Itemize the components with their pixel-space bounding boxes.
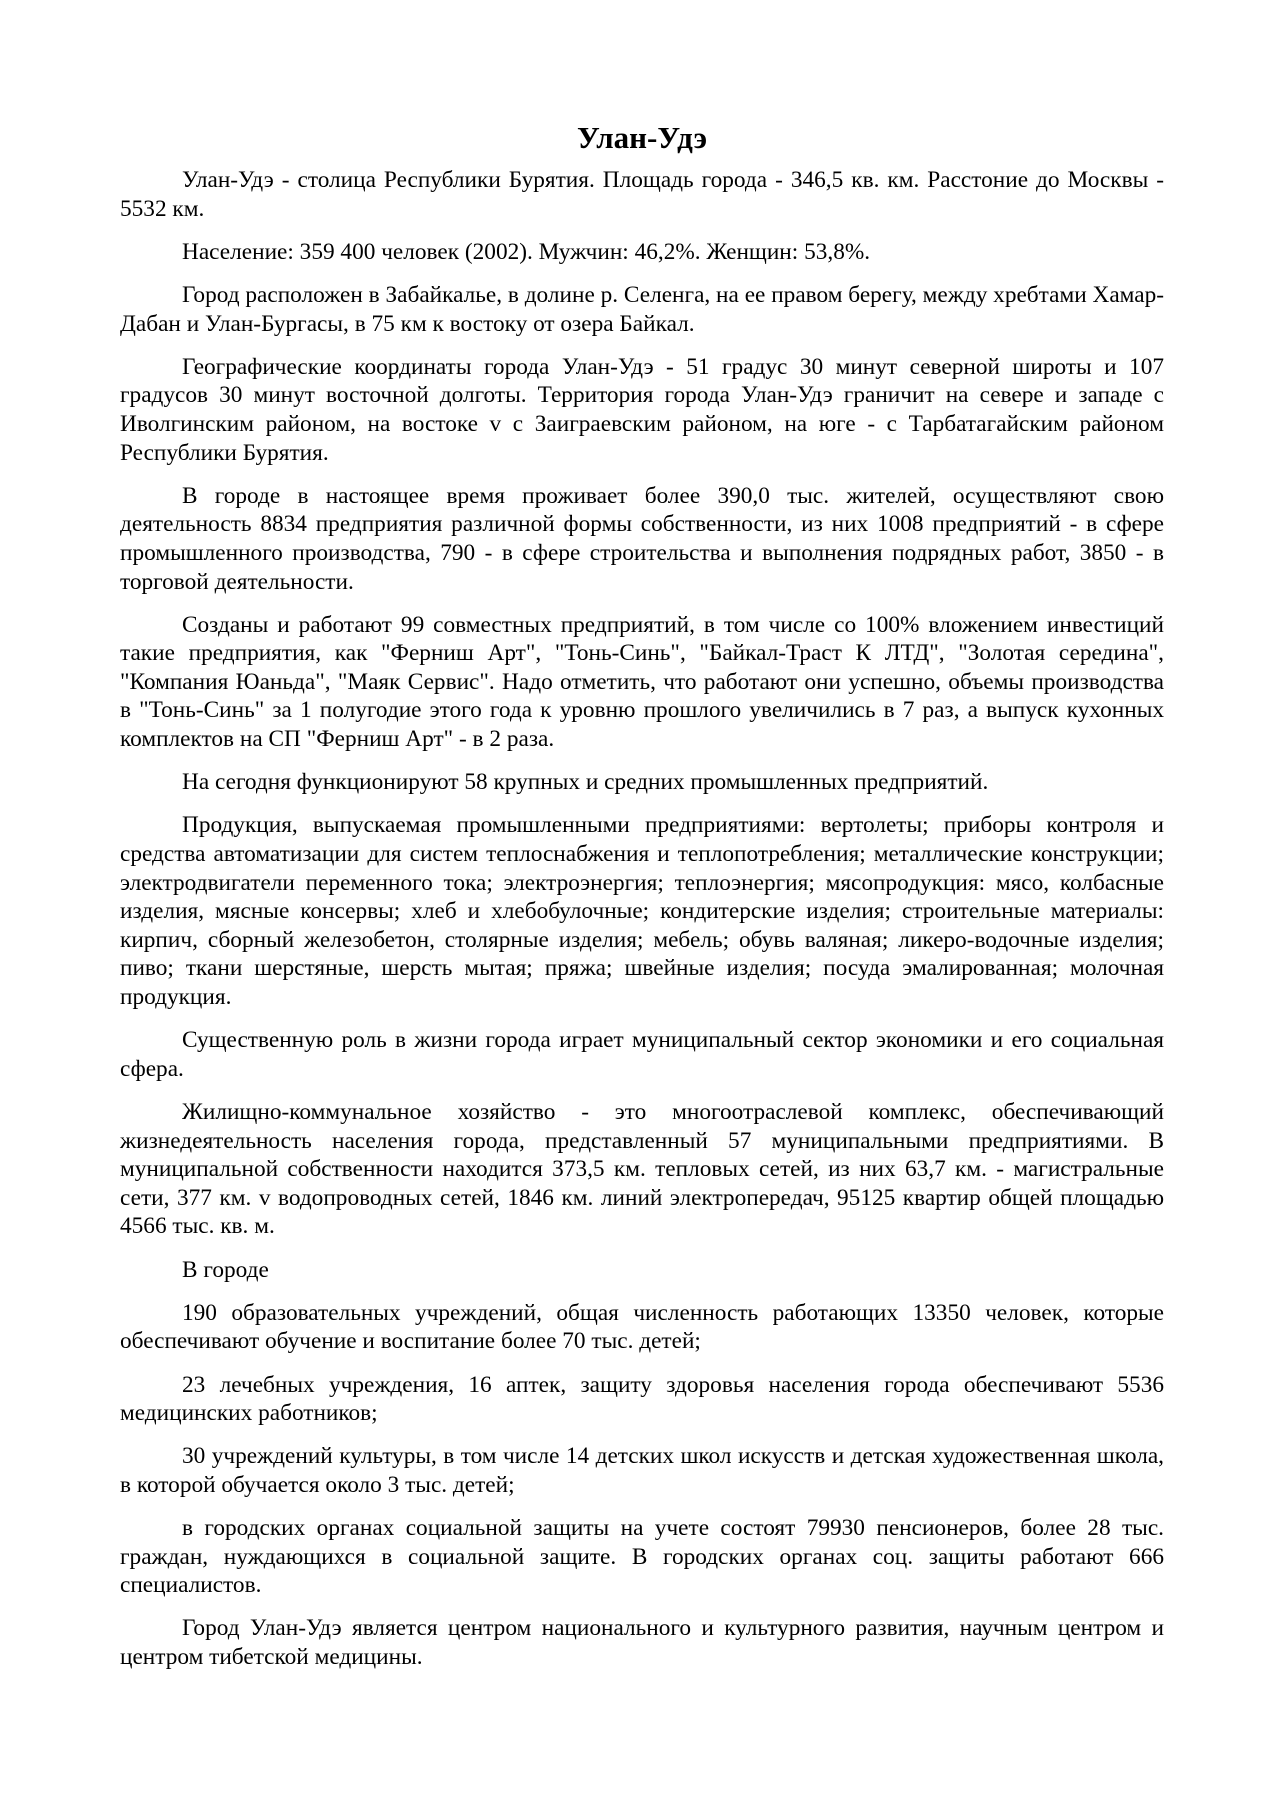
paragraph-industrial-count: На сегодня функционируют 58 крупных и средних промышленных предприятий.: [182, 769, 989, 796]
paragraph-enterprises: В городе в настоящее время проживает более 390,0 тыс. жителей, осуществляют свою деятельность 8834 предприятия различной формы собственности, из них 1008 предприятий - в сфере промышленного производства, 790 - в сфере строительства и выполнения подрядных работ, 3850 - в торговой деятельности.: [120, 482, 1164, 595]
paragraph-products: Продукция, выпускаемая промышленными предприятиями: вертолеты; приборы контроля и средства автоматизации для систем теплоснабжения и теплопотребления; металлические конструкции; электродвигатели переменного тока; электроэнергия; теплоэнергия; мясопродукция: мясо, колбасные изделия, мясные консервы; хлеб и хлебобулочные; кондитерские изделия; строительные материалы: кирпич, сборный железобетон, столярные изделия; мебель; обувь валяная; ликеро-водочные изделия; пиво; ткани шерстяные, шерсть мытая; пряжа; швейные изделия; посуда эмалированная; молочная продукция.: [120, 812, 1164, 1010]
paragraph-culture: 30 учреждений культуры, в том числе 14 детских школ искусств и детская художественная школа, в которой обучается около 3 тыс. детей;: [120, 1443, 1164, 1498]
paragraph-housing: Жилищно-коммунальное хозяйство - это многоотраслевой комплекс, обеспечивающий жизнедеятельность населения города, представленный 57 муниципальными предприятиями. В муниципальной собственности находится 373,5 км. тепловых сетей, из них 63,7 км. - магистральные сети, 377 км. v водопроводных сетей, 1846 км. линий электропередач, 95125 квартир общей площадью 4566 тыс. кв. м.: [120, 1098, 1164, 1240]
paragraph-coordinates: Географические координаты города Улан-Удэ - 51 градус 30 минут северной широты и 107 градусов 30 минут восточной долготы. Территория города Улан-Удэ граничит на севере и западе с Иволгинским районом, на востоке v с Заиграевским районом, на юге - с Тарбатагайским районом Республики Бурятия.: [120, 353, 1164, 466]
paragraph-center: Город Улан-Удэ является центром национального и культурного развития, научным центром и центром тибетской медицины.: [120, 1615, 1164, 1671]
paragraph-population: Население: 359 400 человек (2002). Мужчин: 46,2%. Женщин: 53,8%.: [182, 238, 871, 265]
document-page: [120, 118, 1164, 1686]
paragraph-education: 190 образовательных учреждений, общая численность работающих 13350 человек, которые обеспечивают обучение и воспитание более 70 тыс. детей;: [120, 1299, 1164, 1355]
paragraph-social-protection: в городских органах социальной защиты на учете состоят 79930 пенсионеров, более 28 тыс. граждан, нуждающихся в социальной защите. В городских органах соц. защиты работают 666 специалистов.: [120, 1515, 1164, 1599]
paragraph-intro: Улан-Удэ - столица Республики Бурятия. Площадь города - 346,5 кв. км. Расстоние до Москвы - 5532 км.: [120, 167, 1164, 222]
paragraph-in-city: В городе: [182, 1256, 269, 1283]
paragraph-joint-ventures: Созданы и работают 99 совместных предприятий, в том числе со 100% вложением инвестиций такие предприятия, как "Ферниш Арт", "Тонь-Синь", "Байкал-Траст К ЛТД", "Золотая середина", "Компания Юаньда", "Маяк Сервис". Надо отметить, что работают они успешно, объемы производства в "Тонь-Синь" за 1 полугодие этого года к уровню прошлого увеличились в 7 раз, а выпуск кухонных комплектов на СП "Ферниш Арт" - в 2 раза.: [120, 611, 1164, 753]
paragraph-location: Город расположен в Забайкалье, в долине р. Селенга, на ее правом берегу, между хребтами Хамар-Дабан и Улан-Бургасы, в 75 км к востоку от озера Байкал.: [120, 281, 1164, 337]
page-title: Улан-Удэ: [577, 120, 707, 155]
paragraph-municipal-sector: Существенную роль в жизни города играет муниципальный сектор экономики и его социальная сфера.: [120, 1027, 1164, 1082]
paragraph-medicine: 23 лечебных учреждения, 16 аптек, защиту здоровья населения города обеспечивают 5536 медицинских работников;: [120, 1371, 1164, 1427]
